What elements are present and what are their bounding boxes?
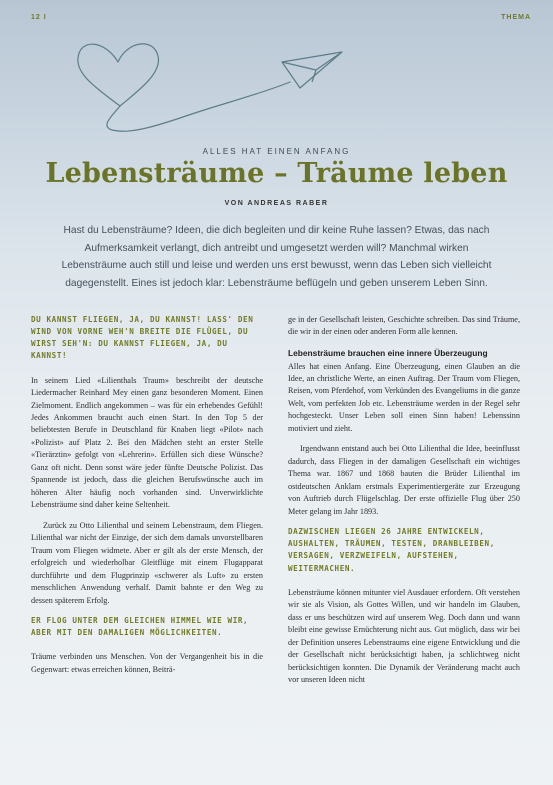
body-paragraph: Lebensträume können mitunter viel Ausdauer erfordern. Oft verstehen wir sie als Vision, als Gottes Willen, und wir handeln im Glauben, dass er uns beschützen wird auf unserem Weg. Doch dann und wann bleibt eine gewisse Ernüchterung nicht aus. Gut möglich, dass wir bei der Definition unseres Lebenstraums eine eigene Entwicklung und die der Gesellschaft nicht berücksichtigt haben, ja schlichtweg nicht berücksichtigen konnten. Die Dynamik der Veränderung macht auch vor unseren Ideen nicht (288, 587, 520, 685)
page-number: 12 I (31, 14, 47, 21)
article-kicker: ALLES HAT EINEN ANFANG (202, 147, 351, 156)
body-paragraph: In seinem Lied «Lilienthals Traum» beschreibt der deutsche Liedermacher Reinhard Mey einen ganz besonderen Moment. Einen Zielmoment. Endlich angekommen – was für ein erhebendes Gefühl! Jedes Ankommen braucht auch einen Start. In den Top 5 der beliebtesten Berufe in Deutschland für Knaben liegt «Pilot» nach «Polizist» auf Platz 2. Bei den Mädchen steht an erster Stelle «Tierärztin» gefolgt von «Lehrerin». Erfüllen sich diese Wünsche? Ganz oft nicht. Denn sonst wäre jeder fünfte Deutsche Polizist. Das Spannende ist jedoch, dass die gleichen Berufswünsche auch im höheren Alter häufig noch vorhanden sind. Unverwirklichte Lebensträume sind daher keine Seltenheit. (31, 375, 263, 510)
section-label: THEMA (501, 14, 531, 21)
heart-plane-illustration (0, 0, 553, 140)
body-paragraph: Alles hat einen Anfang. Eine Überzeugung, einen Glauben an die Idee, an christliche Werte, an einen Auftrag. Der Traum vom Fliegen, Reisen, vom Pferdehof, vom Verkünden des Evangeliums in die ganze Welt, vom perfekten Job etc. Lebensträume werden in der Regel sehr hochgesteckt. Unser Leben soll einen Sinn haben! Lebenssinn motiviert und zieht. (288, 361, 520, 433)
body-paragraph: Irgendwann entstand auch bei Otto Lilienthal die Idee, beeinflusst dadurch, dass Fliegen in der damaligen Gesellschaft ein wichtiges Thema war. 1867 und 1868 bauten die Brüder Lilienthal im ostdeutschen Anklam erstmals Experimentiergeräte zur Erzeugung von Auftrieb durch Flügelschlag. Der erste offizielle Flug über 250 Meter gelang im Jahr 1893. (288, 444, 520, 516)
body-paragraph: ge in der Gesellschaft leisten, Geschichte schreiben. Das sind Träume, die wir in der einen oder anderen Form alle kennen. (288, 315, 520, 337)
pull-quote: ER FLOG UNTER DEM GLEICHEN HIMMEL WIE WIR, ABER MIT DEN DAMALIGEN MÖGLICHKEITEN. (31, 616, 249, 638)
pull-quote: DU KANNST FLIEGEN, JA, DU KANNST! LASS' DEN WIND VON VORNE WEH'N BREITE DIE FLÜGEL, DU WIRST SEH'N: DU KANNST FLIEGEN, JA, DU KANNST! (31, 315, 254, 361)
paper-plane-icon (282, 52, 342, 88)
body-paragraph: Zurück zu Otto Lilienthal und seinem Lebenstraum, dem Fliegen. Lilienthal war nicht der Einzige, der sich dem damals unvorstellbaren Traum vom Fliegen widmete. Aber er gilt als der erste Mensch, der erfolgreich und wiederholbar Gleitflüge mit einem Flugapparat durchführte und dem Flugprinzip «schwerer als Luft» zu ersten menschlichen Anwendung verhalf. Damit bahnte er den Weg zu dessen späterem Erfolg. (31, 520, 263, 605)
article-lead: Hast du Lebensträume? Ideen, die dich begleiten und dir keine Ruhe lassen? Etwas, das nach Aufmerksamkeit verlangt, dich antreibt und umgesetzt werden will? Manchmal wirken Lebensträume auch still und leise und werden uns erst bewusst, wenn das Leben sich vielleicht dagegenstellt. Eines ist jedoch klar: Lebensträume beflügeln und geben unserem Leben Sinn. (61, 225, 492, 289)
left-column (31, 314, 263, 684)
right-column (288, 314, 520, 694)
section-subheading: Lebensträume brauchen eine innere Überzeugung (288, 347, 488, 358)
body-paragraph: Träume verbinden uns Menschen. Von der Vergangenheit bis in die Gegenwart: etwas erreichen können, Beiträ- (31, 652, 263, 674)
heart-line-art (78, 44, 290, 131)
article-byline: VON ANDREAS RABER (224, 200, 329, 207)
pull-quote: DAZWISCHEN LIEGEN 26 JAHRE ENTWICKELN, AUSHALTEN, TRÄUMEN, TESTEN, DRANBLEIBEN, VERSAGEN, VERZWEIFELN, AUFSTEHEN, WEITERMACHEN. (288, 527, 495, 573)
article-title: Lebensträume – Träume leben (45, 158, 508, 189)
